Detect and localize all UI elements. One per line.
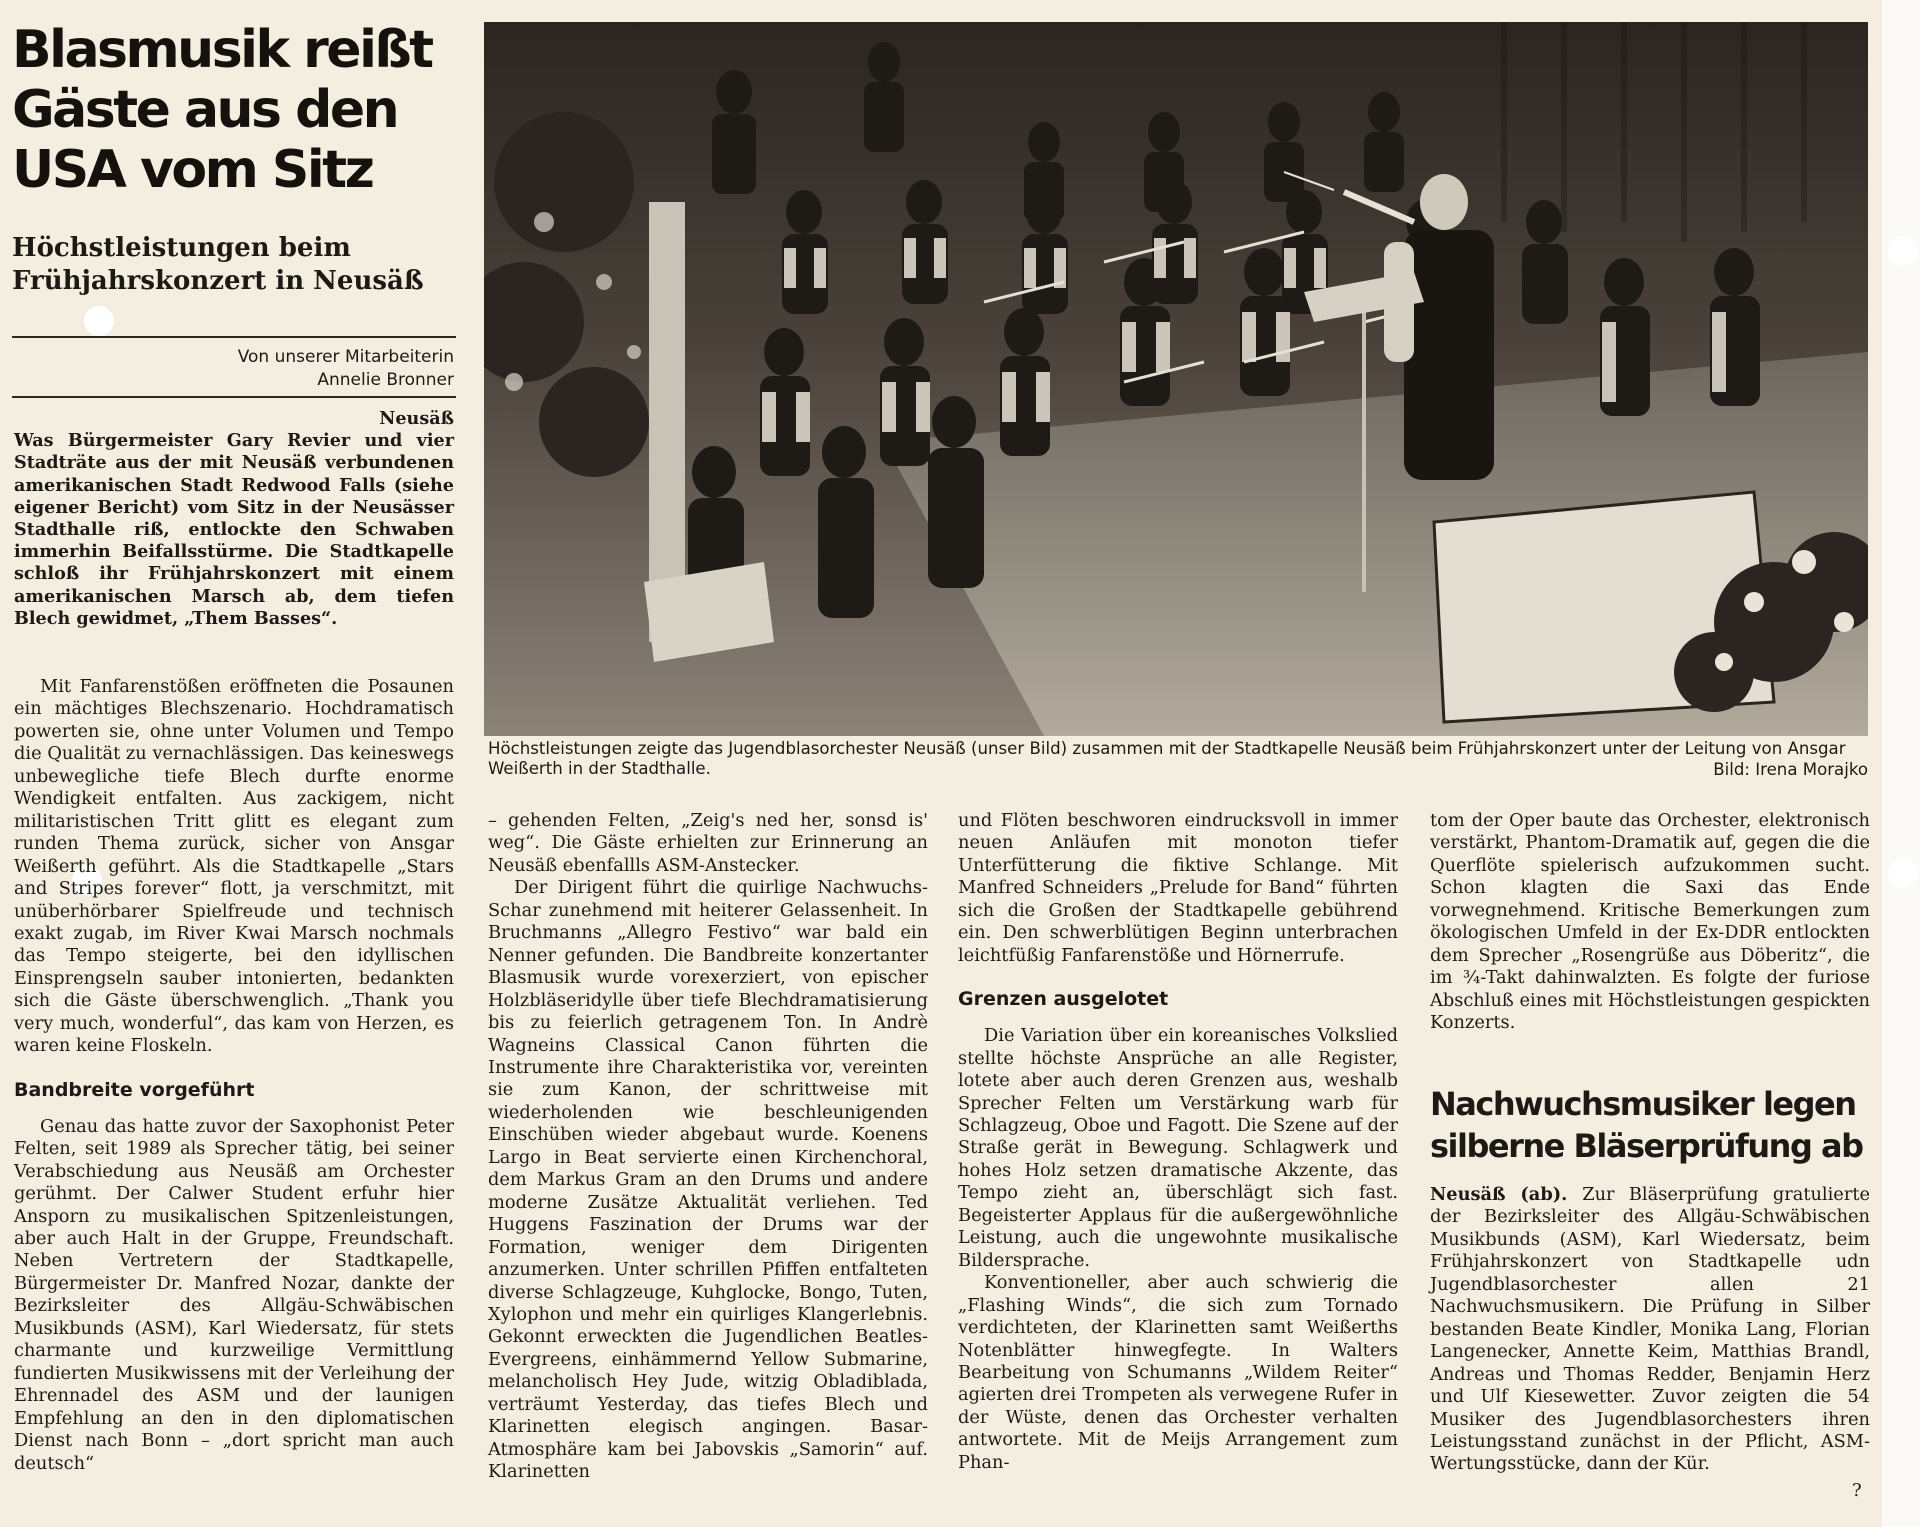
article-lead (14, 408, 454, 630)
punch-hole (1888, 858, 1918, 888)
article-subheadline: Höchstleistungen beim Frühjahrskonzert in Neusäß (12, 233, 424, 296)
article-column-3 (958, 810, 1398, 1474)
sidebar-headline: Nachwuchsmusiker legen silberne Bläserprüfung ab (1430, 1085, 1863, 1165)
lead-text: Was Bürgermeister Gary Revier und vier Stadträte aus der mit Neusäß verbundenen amerikanischen Stadt Redwood Falls (siehe eigener Bericht) vom Sitz in der Neusässer Stadthalle riß, entlockte den Schwaben immerhin Beifallsstürme. Die Stadtkapelle schloß ihr Frühjahrskonzert mit einem amerikanischen Marsch ab, dem tiefen Blech gewidmet, „Them Basses“. (14, 430, 454, 629)
column4-paragraph: tom der Oper baute das Orchester, elektronisch verstärkt, Phantom-Dramatik auf, gegen die die Querflöte spielerisch aufzukommen sucht. Schon klagten die Saxi das Ende vorwegnehmend. Kritische Bemerkungen zum ökologischen Umfeld in der Ex-DDR entlockten dem Sprecher „Rosengrüße aus Döberitz“, die im ¾-Takt dahinwalzten. Es folgte der furiose Abschluß eines mit Höchstleistungen gespickten Konzerts. (1430, 810, 1870, 1034)
column1-paragraph: Genau das hatte zuvor der Saxophonist Peter Felten, seit 1989 als Sprecher tätig, bei seiner Verabschiedung aus Neusäß am Orchester gerühmt. Der Calwer Student erfuhr hier Ansporn zu musikalischen Spitzenleistungen, aber auch Halt in der Gruppe, Freundschaft. Neben Vertretern der Stadtkapelle, Bürgermeister Dr. Manfred Nozar, dankte der Bezirksleiter des Allgäu-Schwäbischen Musikbunds (ASM), Karl Wiedersatz, für stets charmante und kurzweilige Vermittlung fundierten Musikwissens mit der Verleihung der Ehrennadel des ASM und der launigen Empfehlung an den in den diplomatischen Dienst nach Bonn – „dort spricht man auch deutsch“ (14, 1115, 454, 1474)
punch-hole (84, 306, 114, 336)
end-mark: ? (1852, 1480, 1862, 1501)
section-heading-grenzen: Grenzen ausgelotet (958, 988, 1169, 1011)
byline-rule-top (12, 336, 456, 338)
article-column-4 (1430, 810, 1870, 1035)
column3-paragraph: Konventioneller, aber auch schwierig die „Flashing Winds“, die sich zum Tornado verdichteten, der Klarinetten samt Weißerths Notenblätter hinwegfegte. In Walters Bearbeitung von Schumanns „Wildem Reiter“ agierten drei Trompeten als verwegene Rufer in der Wüste, denen das Orchester verhalten antwortete. Mit de Meijs Arrangement zum Phan- (958, 1272, 1398, 1473)
byline (12, 346, 454, 392)
article-headline: Blasmusik reißt Gäste aus den USA vom Sitz (12, 20, 432, 200)
sidebar-text: Zur Bläserprüfung gratulierte der Bezirksleiter des Allgäu-Schwäbischen Musikbunds (ASM), Karl Wiedersatz, beim Frühjahrskonzert von Stadtkapelle udn Jugendblasorchester allen 21 Nachwuchsmusikern. Die Prüfung in Silber bestanden Beate Kindler, Monika Lang, Florian Langenecker, Annette Keim, Matthias Brandl, Andreas und Thomas Redder, Benjamin Herz und Ulf Kiesewetter. Zuvor zeigten die 54 Musiker des Jugendblasorchesters ihren Leistungsstand zunächst in der Pflicht, ASM-Wertungsstücke, dann der Kür. (1430, 1184, 1870, 1475)
sidebar-article (1430, 1184, 1870, 1476)
byline-author: Annelie Bronner (317, 370, 454, 390)
photo-caption: Höchstleistungen zeigte das Jugendblasorchester Neusäß (unser Bild) zusammen mit der Stadtkapelle Neusäß beim Frühjahrskonzert unter der Leitung von Ansgar Weißerth in der Stadthalle. (488, 739, 1846, 778)
section-heading-bandbreite: Bandbreite vorgeführt (14, 1078, 255, 1101)
column1-paragraph: Mit Fanfarenstößen eröffneten die Posaunen ein mächtiges Blechszenario. Hochdramatisch powerten sie, ohne unter Volumen und Tempo die Qualität zu vernachlässigen. Das keineswegs unbewegliche tiefe Blech durfte enorme Wendigkeit entfalten. Aus zackigem, nicht militaristischen Tritt glitt es elegant zum runden Thema zurück, sicher von Ansgar Weißerth geführt. Als die Stadtkapelle „Stars and Stripes forever“ flott, ja verschmitzt, mit unüberhörbarer Spielfreude und technisch exakt zugab, im River Kwai Marsch nochmals das Tempo steigerte, bei den idyllischen Einsprengseln sauber intonierten, bedankten sich die Gäste überschwenglich. „Thank you very much, wonderful“, das kam von Herzen, es waren keine Floskeln. (14, 676, 454, 1057)
article-column-1 (14, 676, 454, 1475)
orchestra-photo-graphic (484, 22, 1868, 736)
photo-credit: Bild: Irena Morajko (1713, 760, 1868, 779)
column3-paragraph: und Flöten beschworen eindrucksvoll in immer neuen Anläufen mit monoton tiefer Unterfütterung die fiktive Schlange. Mit Manfred Schneiders „Prelude for Band“ führten sich die Großen der Stadtkapelle gebührend ein. Den schwerblütigen Beginn unterbrachen leichtfüßig Fanfarenstöße und Hörnerrufe. (958, 810, 1398, 966)
byline-rule-bottom (12, 396, 456, 398)
punch-hole (1888, 236, 1918, 266)
article-column-2 (488, 810, 928, 1484)
orchestra-photo (484, 22, 1868, 736)
column3-paragraph: Die Variation über ein koreanisches Volkslied stellte höchste Ansprüche an alle Register, lotete aber auch deren Grenzen aus, weshalb Sprecher Felten um Verstärkung warb für Schlagzeug, Oboe und Fagott. Die Szene auf der Straße gerät in Bewegung. Schlagwerk und hohes Holz setzen dramatische Akzente, das Tempo zieht an, überschlägt sich fast. Begeisterter Applaus für die außergewöhnliche Leistung, auch die ungewohnte musikalische Bildersprache. (958, 1025, 1398, 1271)
clipping-edge (1882, 0, 1920, 1527)
column2-paragraph: – gehenden Felten, „Zeig's ned her, sonsd is' weg“. Die Gäste erhielten zur Erinnerung an Neusäß ebenfallls ASM-Anstecker. (488, 810, 928, 876)
byline-line1: Von unserer Mitarbeiterin (237, 347, 454, 367)
column2-paragraph: Der Dirigent führt die quirlige Nachwuchs-Schar zunehmend mit heiterer Gelassenheit. In Bruchmanns „Allegro Festivo“ war bald ein Nenner gefunden. Die Bandbreite konzertanter Blasmusik wurde vorexerziert, von epischer Holzbläseridylle über tiefe Blechdramatisierung bis zu feierlich getragenem Ton. In Andrè Wagneins Classical Canon führten die Instrumente ihre Charakteristika vor, vereinten sie zum Kanon, der schrittweise mit wiederholenden wie beschleunigenden Einschüben wieder abgebaut wurde. Koenens Largo in Beat servierte einen Kirchenchoral, dem Markus Gram an den Drums und andere moderne Zusätze Aktualität verliehen. Ted Huggens Faszination der Drums war der Formation, weniger dem Dirigenten anzumerken. Unter schrillen Pfiffen entfalteten diverse Schlagzeuge, Kuhglocke, Bongo, Tuten, Xylophon und mehr ein quirliges Klangerlebnis. Gekonnt erweckten die Jugendlichen Beatles-Evergreens, einhämmernd Yellow Submarine, melancholisch Hey Jude, witzig Obladiblada, verträumt Yesterday, das tiefes Blech und Klarinetten elegisch angingen. Basar-Atmosphäre kam bei Jabovskis „Samorin“ auf. Klarinetten (488, 877, 928, 1483)
dateline: Neusäß (379, 408, 454, 429)
sidebar-dateline: Neusäß (ab). (1430, 1184, 1583, 1205)
